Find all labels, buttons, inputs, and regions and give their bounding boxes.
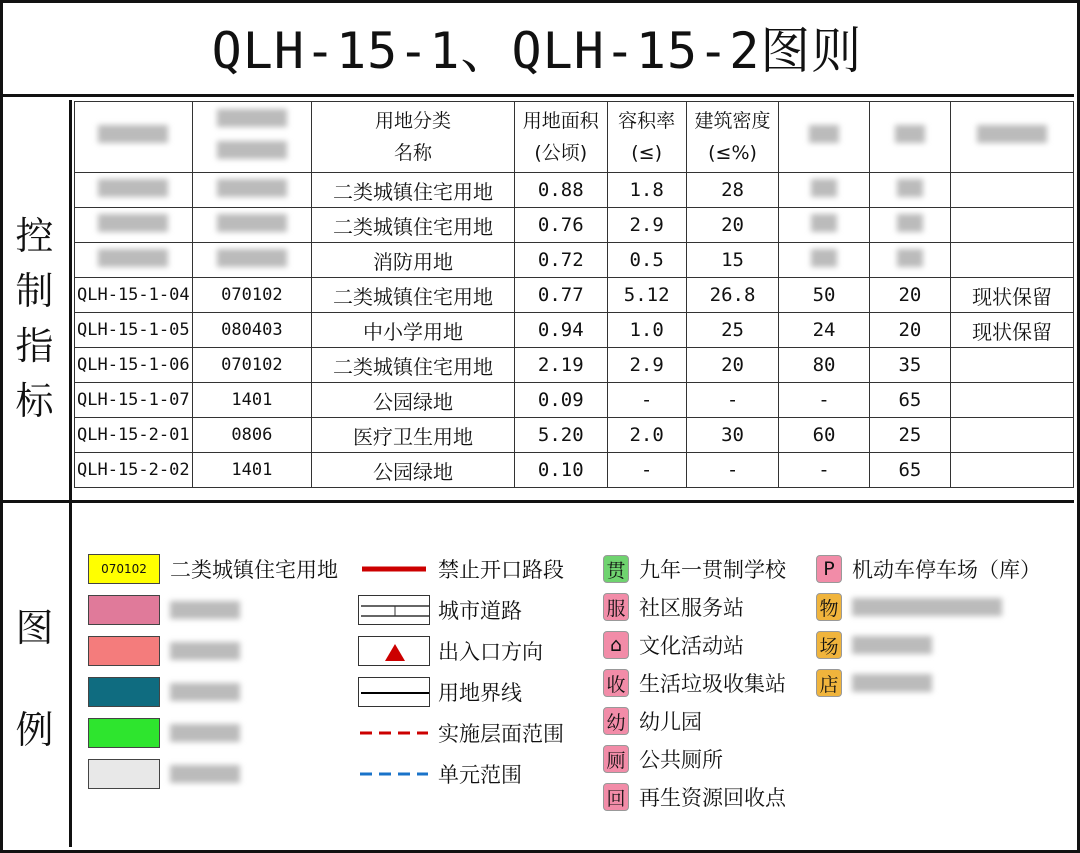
header-note [951, 102, 1074, 173]
double-black-line-icon [358, 677, 430, 707]
cell-far: - [607, 383, 686, 418]
facility-label: 社区服务站 [639, 596, 744, 620]
cell-code: 070102 [192, 278, 312, 313]
cell-area: 0.88 [514, 173, 607, 208]
cell-id [75, 243, 193, 278]
cell-far: 1.8 [607, 173, 686, 208]
legend-line-item [358, 716, 564, 750]
line-label: 用地界线 [438, 681, 522, 705]
legend-other-item [816, 552, 1041, 586]
dashed-blue-line-icon [358, 759, 430, 789]
cell-green: - [779, 383, 869, 418]
facility-badge-icon: ⌂ [603, 631, 629, 659]
cell-height: 65 [869, 453, 951, 488]
facility-badge-icon: 店 [816, 669, 842, 697]
legend-label [0, 503, 72, 847]
cell-density: - [686, 383, 779, 418]
cell-height: 25 [869, 418, 951, 453]
cell-density: 15 [686, 243, 779, 278]
cell-id [75, 173, 193, 208]
cell-note [951, 453, 1074, 488]
cell-code: 1401 [192, 383, 312, 418]
table-row [75, 243, 1074, 278]
cell-name: 二类城镇住宅用地 [312, 278, 515, 313]
facility-badge-icon: 物 [816, 593, 842, 621]
land-color-swatch [88, 636, 160, 666]
cell-green [779, 173, 869, 208]
cell-note [951, 418, 1074, 453]
cell-name: 二类城镇住宅用地 [312, 348, 515, 383]
cell-name: 公园绿地 [312, 383, 515, 418]
cell-height: 35 [869, 348, 951, 383]
legend-facility-item [603, 666, 786, 700]
table-row [75, 313, 1074, 348]
table-row [75, 453, 1074, 488]
cell-id: QLH-15-1-06 [75, 348, 193, 383]
legend-land-swatch [88, 634, 240, 668]
land-color-swatch: 070102 [88, 554, 160, 584]
facility-badge-icon: P [816, 555, 842, 583]
land-color-swatch [88, 595, 160, 625]
cell-height: 20 [869, 278, 951, 313]
blurred-label [170, 601, 240, 619]
facility-badge-icon: 服 [603, 593, 629, 621]
cell-height: 65 [869, 383, 951, 418]
cell-density: - [686, 453, 779, 488]
solid-red-line-icon [358, 554, 430, 584]
line-label: 出入口方向 [438, 640, 543, 664]
land-swatch-label: 二类城镇住宅用地 [170, 558, 338, 582]
cell-green: 80 [779, 348, 869, 383]
line-label: 禁止开口路段 [438, 558, 564, 582]
red-triangle-icon [358, 636, 430, 666]
header-far: 容积率 (≤) [607, 102, 686, 173]
cell-area: 2.19 [514, 348, 607, 383]
cell-height: 20 [869, 313, 951, 348]
blurred-label [170, 642, 240, 660]
cell-far: 5.12 [607, 278, 686, 313]
legend-other-item [816, 666, 932, 700]
cell-density: 20 [686, 348, 779, 383]
cell-id: QLH-15-1-04 [75, 278, 193, 313]
cell-name: 公园绿地 [312, 453, 515, 488]
line-label: 实施层面范围 [438, 722, 564, 746]
legend-char-1: 图 [15, 605, 54, 650]
legend-facility-item [603, 552, 786, 586]
cell-name: 二类城镇住宅用地 [312, 208, 515, 243]
cell-area: 0.76 [514, 208, 607, 243]
table-row [75, 348, 1074, 383]
legend-facility-item [603, 590, 744, 624]
cell-name: 医疗卫生用地 [312, 418, 515, 453]
legend-line-item [358, 552, 564, 586]
legend-facility-item [603, 628, 744, 662]
cell-far: 2.0 [607, 418, 686, 453]
legend-other-item [816, 590, 1002, 624]
cell-far: 2.9 [607, 348, 686, 383]
cell-note [951, 173, 1074, 208]
cell-green [779, 208, 869, 243]
header-plot-id [75, 102, 193, 173]
dashed-red-line-icon [358, 718, 430, 748]
facility-badge-icon: 收 [603, 669, 629, 697]
legend-area [88, 540, 1068, 840]
cell-density: 20 [686, 208, 779, 243]
line-label: 城市道路 [438, 599, 522, 623]
header-land-type: 用地分类 名称 [312, 102, 515, 173]
legend-land-swatch [88, 552, 338, 586]
land-color-swatch [88, 677, 160, 707]
section-divider [0, 500, 1074, 503]
legend-land-swatch [88, 593, 240, 627]
cell-density: 25 [686, 313, 779, 348]
facility-badge-icon: 回 [603, 783, 629, 811]
blurred-label [170, 683, 240, 701]
cell-code: 0806 [192, 418, 312, 453]
facility-badge-icon: 厕 [603, 745, 629, 773]
cell-far: 1.0 [607, 313, 686, 348]
cell-height [869, 173, 951, 208]
header-code [192, 102, 312, 173]
cell-code [192, 208, 312, 243]
facility-label: 生活垃圾收集站 [639, 672, 786, 696]
cell-note: 现状保留 [951, 278, 1074, 313]
cell-area: 0.10 [514, 453, 607, 488]
facility-label: 九年一贯制学校 [639, 558, 786, 582]
cell-green: 24 [779, 313, 869, 348]
cell-height [869, 208, 951, 243]
cell-area: 0.94 [514, 313, 607, 348]
legend-line-item [358, 675, 522, 709]
cell-note [951, 243, 1074, 278]
header-density: 建筑密度 (≤%) [686, 102, 779, 173]
cell-id: QLH-15-1-05 [75, 313, 193, 348]
blurred-label [170, 724, 240, 742]
cell-code [192, 173, 312, 208]
table-row [75, 418, 1074, 453]
control-char-4: 标 [15, 379, 54, 423]
cell-note [951, 383, 1074, 418]
cell-code: 1401 [192, 453, 312, 488]
cell-code [192, 243, 312, 278]
road-symbol-icon [358, 595, 430, 625]
legend-land-swatch [88, 675, 240, 709]
facility-badge-icon: 幼 [603, 707, 629, 735]
facility-label: 文化活动站 [639, 634, 744, 658]
cell-green [779, 243, 869, 278]
blurred-label [852, 674, 932, 692]
table-row [75, 383, 1074, 418]
legend-other-item [816, 628, 932, 662]
header-height [869, 102, 951, 173]
facility-badge-icon: 场 [816, 631, 842, 659]
cell-name: 中小学用地 [312, 313, 515, 348]
facility-label: 公共厕所 [639, 748, 723, 772]
header-green [779, 102, 869, 173]
facility-label: 再生资源回收点 [639, 786, 786, 810]
cell-density: 28 [686, 173, 779, 208]
land-color-swatch [88, 718, 160, 748]
cell-area: 0.09 [514, 383, 607, 418]
facility-label: 幼儿园 [639, 710, 702, 734]
legend-land-swatch [88, 716, 240, 750]
cell-note [951, 348, 1074, 383]
line-label: 单元范围 [438, 763, 522, 787]
legend-line-item [358, 757, 522, 791]
cell-id [75, 208, 193, 243]
legend-facility-item [603, 780, 786, 814]
cell-note [951, 208, 1074, 243]
cell-area: 0.77 [514, 278, 607, 313]
legend-char-2: 例 [15, 707, 54, 752]
control-char-3: 指 [15, 324, 54, 368]
cell-far: 0.5 [607, 243, 686, 278]
control-char-2: 制 [15, 269, 54, 313]
legend-line-item [358, 593, 522, 627]
cell-name: 消防用地 [312, 243, 515, 278]
table-row [75, 173, 1074, 208]
blurred-label [852, 636, 932, 654]
land-color-swatch [88, 759, 160, 789]
page-title: QLH-15-1、QLH-15-2图则 [0, 0, 1074, 97]
cell-id: QLH-15-1-07 [75, 383, 193, 418]
blurred-label [170, 765, 240, 783]
table-header-row [75, 102, 1074, 173]
legend-line-item [358, 634, 543, 668]
cell-density: 30 [686, 418, 779, 453]
other-label: 机动车停车场（库） [852, 558, 1041, 582]
control-table [74, 101, 1074, 488]
table-row [75, 278, 1074, 313]
cell-area: 5.20 [514, 418, 607, 453]
cell-density: 26.8 [686, 278, 779, 313]
header-area: 用地面积 (公顷) [514, 102, 607, 173]
cell-far: - [607, 453, 686, 488]
cell-note: 现状保留 [951, 313, 1074, 348]
cell-id: QLH-15-2-01 [75, 418, 193, 453]
legend-facility-item [603, 704, 702, 738]
cell-green: - [779, 453, 869, 488]
cell-name: 二类城镇住宅用地 [312, 173, 515, 208]
cell-area: 0.72 [514, 243, 607, 278]
cell-code: 080403 [192, 313, 312, 348]
cell-id: QLH-15-2-02 [75, 453, 193, 488]
control-char-1: 控 [15, 214, 54, 258]
blurred-label [852, 598, 1002, 616]
table-row [75, 208, 1074, 243]
cell-code: 070102 [192, 348, 312, 383]
cell-green: 50 [779, 278, 869, 313]
control-indicators-label [0, 100, 72, 500]
legend-facility-item [603, 742, 723, 776]
cell-far: 2.9 [607, 208, 686, 243]
cell-green: 60 [779, 418, 869, 453]
legend-land-swatch [88, 757, 240, 791]
cell-height [869, 243, 951, 278]
facility-badge-icon: 贯 [603, 555, 629, 583]
